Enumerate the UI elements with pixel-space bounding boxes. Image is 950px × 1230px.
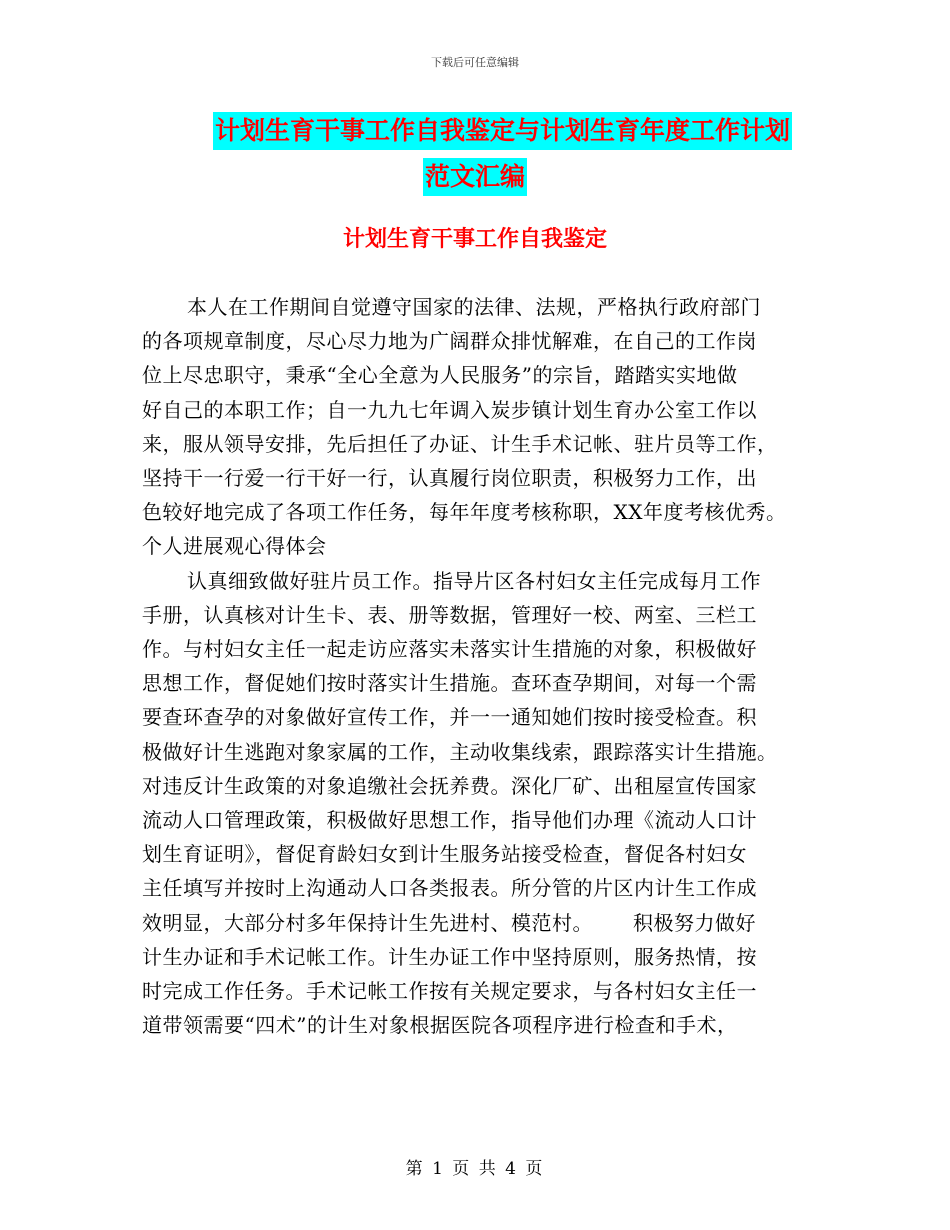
paragraph-line: 对违反计生政策的对象追缴社会抚养费。深化厂矿、出租屋宣传国家 [142,773,757,798]
header-note: 下载后可任意编辑 [431,56,519,69]
page-footer: 第 1 页 共 4 页 [405,1159,545,1179]
paragraph-line: 色较好地完成了各项工作任务，每年年度考核称职，XX年度考核优秀。 [142,500,787,525]
paragraph-line: 时完成工作任务。手术记帐工作按有关规定要求，与各村妇女主任一 [142,979,757,1004]
paragraph-line: 坚持干一行爱一行干好一行，认真履行岗位职责，积极努力工作，出 [142,466,757,491]
body-text [142,290,812,1042]
paragraph-line: 好自己的本职工作；自一九九七年调入炭步镇计划生育办公室工作以 [142,397,757,422]
paragraph-line: 位上尽忠职守，秉承“全心全意为人民服务”的宗旨，踏踏实实地做 [142,363,738,388]
paragraph-line: 极做好计生逃跑对象家属的工作，主动收集线索，跟踪落实计生措施。 [142,739,778,764]
section-title: 计划生育干事工作自我鉴定 [342,227,607,252]
title-line-1: 计划生育干事工作自我鉴定与计划生育年度工作计划 [213,112,792,150]
paragraph-line: 的各项规章制度，尽心尽力地为广阔群众排忧解难，在自己的工作岗 [142,329,757,354]
paragraph-line-part: 效明显，大部分村多年保持计生先进村、模范村。 [142,910,593,935]
paragraph-line-part: 积极努力做好 [633,910,756,935]
document-title [0,112,950,196]
paragraph-line: 计生办证和手术记帐工作。计生办证工作中坚持原则，服务热情，按 [142,944,757,969]
paragraph-line: 流动人口管理政策，积极做好思想工作，指导他们办理《流动人口计 [142,808,757,833]
paragraph-line [142,906,812,940]
paragraph-line: 划生育证明》，督促育龄妇女到计生服务站接受检查，督促各村妇女 [142,842,747,867]
title-line-2: 范文汇编 [423,158,527,196]
paragraph-line: 来，服从领导安排，先后担任了办证、计生手术记帐、驻片员等工作， [142,431,778,456]
paragraph-line: 手册，认真核对计生卡、表、册等数据，管理好一校、两室、三栏工 [142,602,757,627]
paragraph-line: 主任填写并按时上沟通动人口各类报表。所分管的片区内计生工作成 [142,876,757,901]
paragraph-line: 本人在工作期间自觉遵守国家的法律、法规，严格执行政府部门 [187,295,761,319]
paragraph-line: 个人进展观心得体会 [142,534,327,559]
paragraph-line: 作。与村妇女主任一起走访应落实未落实计生措施的对象，积极做好 [142,637,757,662]
paragraph-line: 思想工作，督促她们按时落实计生措施。查环查孕期间，对每一个需 [142,671,757,696]
paragraph-line: 要查环查孕的对象做好宣传工作，并一一通知她们按时接受检查。积 [142,705,757,730]
paragraph-line: 认真细致做好驻片员工作。指导片区各村妇女主任完成每月工作 [187,568,761,593]
paragraph-line: 道带领需要“四术”的计生对象根据医院各项程序进行检查和手术， [142,1013,738,1038]
